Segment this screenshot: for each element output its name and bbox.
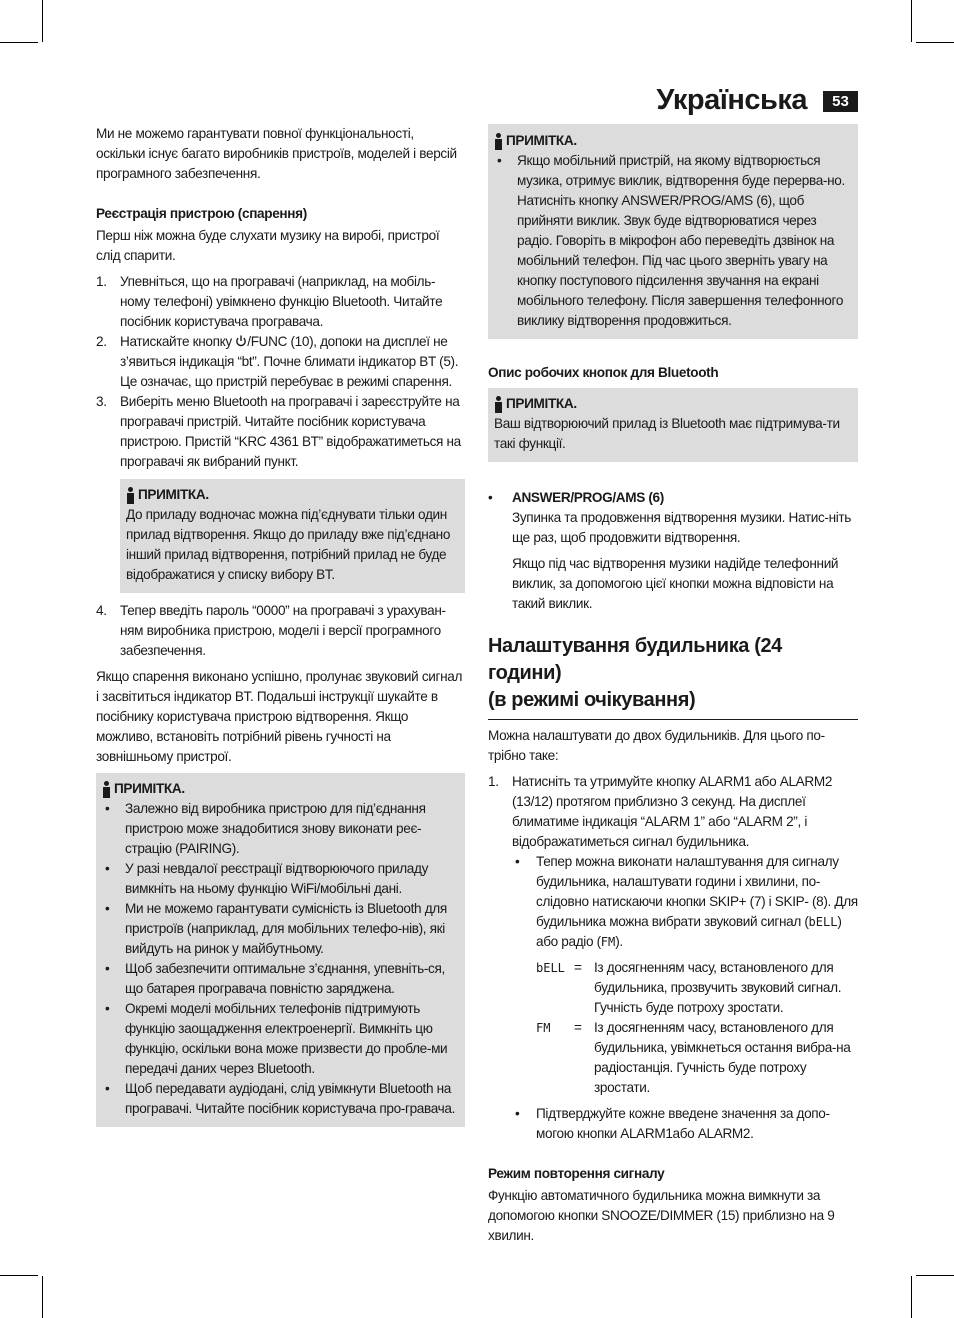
- def-equals: =: [574, 1020, 582, 1035]
- note-text: До приладу водночас можна під’єднувати тільки один прилад відтворення. Якщо до приладу вже під’єднано інший прилад відтворення, потрібний прилад не буде відображатися у списку вибору BT.: [126, 507, 451, 582]
- fm-display-symbol: FM: [600, 935, 616, 949]
- info-icon: [494, 133, 502, 150]
- list-item: • Щоб забезпечити оптимальне з’єднання, упевніть-ся, що батарея програвача повністю заряджена.: [105, 961, 445, 996]
- def-equals: =: [574, 960, 582, 975]
- intro-paragraph: Ми не можемо гарантувати повної функціональності, оскільки існує багато виробників пристроїв, моделей і версій програмного забезпечення.: [96, 126, 457, 181]
- note-box: [96, 773, 465, 1127]
- bullet-text: Щоб передавати аудіодані, слід увімкнути Bluetooth на програвачі. Читайте посібник користувача про-гравача.: [125, 1081, 456, 1116]
- list-item: [488, 772, 858, 1144]
- power-icon: [235, 335, 247, 347]
- list-item: • Підтверджуйте кожне введене значення за допо-могою кнопки ALARM1або ALARM2.: [515, 1106, 830, 1141]
- list-item: • Залежно від виробника пристрою для під’єднання пристрою може знадобитися знову виконати реє-страцію (PAIRING).: [105, 801, 426, 856]
- bullet: •: [488, 490, 493, 505]
- step-text: Упевніться, що на програвачі (наприклад, на мобіль-ному телефоні) увімкнено функцію Bluetooth. Читайте посібник користувача програвача.: [120, 274, 443, 329]
- answer-description: Зупинка та продовження відтворення музики. Натис-ніть ще раз, щоб продовжити відтворення.: [512, 510, 852, 545]
- sub-text: Тепер можна виконати налаштування для сигналу будильника, налаштувати години і хвилини, по-слідовно натискаючи кнопки SKIP+ (7) і SKIP- (8). Для будильника можна вибрати звуковий сигнал (: [536, 854, 858, 929]
- list-item: [96, 272, 465, 332]
- list-item: [96, 601, 465, 661]
- sub-text: ).: [615, 934, 623, 949]
- button-label: ANSWER/PROG/AMS (6): [512, 490, 664, 505]
- note-header: [494, 394, 852, 414]
- def-term: FM: [536, 1021, 551, 1035]
- bullet-text: Залежно від виробника пристрою для під’єднання пристрою може знадобитися знову виконати реє-страцію (PAIRING).: [125, 801, 426, 856]
- bullet-text: Ми не можемо гарантувати сумісність із Bluetooth для пристроїв (наприклад, для мобільних телефо-нів), які вийдуть на ринок у майбутньому.: [125, 901, 447, 956]
- bullet-text: Якщо мобільний пристрій, на якому відтворюється музика, отримує виклик, відтворення буде перерва-но. Натисніть кнопку ANSWER/PROG/AMS (6), щоб прийняти виклик. Звук буде відтворюватися через радіо. Говоріть в мікрофон або переведіть дзвінок на мобільний телефон. Під час цього зверніть увагу на кнопку поступового підсилення звучання на екрані мобільного телефону. Після завершення телефонного виклику відтворення продовжиться.: [517, 153, 845, 328]
- info-icon: [126, 487, 134, 504]
- step-text: Тепер введіть пароль “0000” на програвачі з урахуван-ням виробника пристрою, моделі і версії програмного забезпечення.: [120, 603, 446, 658]
- left-column: [96, 124, 465, 1127]
- note-text: Ваш відтворюючий прилад із Bluetooth має підтримува-ти такі функції.: [494, 416, 840, 451]
- sub-text: Підтверджуйте кожне введене значення за допо-могою кнопки ALARM1або ALARM2.: [536, 1106, 830, 1141]
- step-number: 1.: [96, 274, 107, 289]
- alarm-heading-line: Налаштування будильника (24 години): [488, 635, 782, 684]
- note-box: [488, 124, 858, 339]
- note-wrapper: [96, 479, 465, 593]
- crop-mark: [42, 1276, 43, 1318]
- info-icon: [494, 396, 502, 413]
- right-column: [488, 124, 858, 1246]
- def-term: bELL: [536, 961, 565, 975]
- note-header: [494, 131, 852, 151]
- crop-mark: [916, 42, 954, 43]
- note-label: ПРИМІТКА.: [114, 781, 185, 796]
- step-number: 1.: [488, 774, 499, 789]
- crop-mark: [42, 0, 43, 42]
- list-item: • Окремі моделі мобільних телефонів підтримують функцію заощадження електроенергії. Вимкніть цю функцію, оскільки вона може призвести до пробле-ми передачі даних через Bluetooth.: [105, 1001, 448, 1076]
- definition-list: [512, 958, 858, 1098]
- def-desc: Із досягненням часу, встановленого для будильника, увімкнеться остання вибра-на радіостанція. Гучність буде потроху зростати.: [594, 1020, 851, 1095]
- alarm-heading-line: (в режимі очікування): [488, 689, 696, 711]
- bullet-text: Щоб забезпечити оптимальне з’єднання, упевніть-ся, що батарея програвача повністю заряджена.: [125, 961, 445, 996]
- crop-mark: [0, 42, 38, 43]
- note-header: [102, 779, 459, 799]
- note-box: [120, 479, 465, 593]
- bullet-text: Окремі моделі мобільних телефонів підтримують функцію заощадження електроенергії. Вимкніть цю функцію, оскільки вона може призвести до пробле-ми передачі даних через Bluetooth.: [125, 1001, 448, 1076]
- list-item: • Тепер можна виконати налаштування для сигналу будильника, налаштувати години і хвилини, по-слідовно натискаючи кнопки SKIP+ (7) і SKIP- (8). Для будильника можна вибрати звуковий сигнал (bELL) або радіо (FM).: [515, 854, 858, 949]
- pairing-heading: Реєстрація пристрою (спарення): [96, 206, 307, 221]
- alarm-intro: Можна налаштувати до двох будильників. Для цього по-трібно таке:: [488, 728, 825, 763]
- note-label: ПРИМІТКА.: [506, 396, 577, 411]
- crop-mark: [916, 1275, 954, 1276]
- crop-mark: [911, 0, 912, 42]
- heading-rule: [488, 719, 858, 720]
- repeat-heading: Режим повторення сигналу: [488, 1166, 665, 1181]
- alarm-heading: [488, 633, 858, 714]
- info-icon: [102, 781, 110, 798]
- definition-row: [536, 958, 858, 1018]
- repeat-text: Функцію автоматичного будильника можна вимкнути за допомогою кнопки SNOOZE/DIMMER (15) приблизно на 9 хвилин.: [488, 1188, 835, 1243]
- crop-mark: [911, 1276, 912, 1318]
- list-item: [488, 488, 858, 614]
- note-label: ПРИМІТКА.: [138, 487, 209, 502]
- pairing-intro: Перш ніж можна буде слухати музику на виробі, пристрої слід спарити.: [96, 228, 440, 263]
- list-item: [96, 392, 465, 472]
- list-item: • Якщо мобільний пристрій, на якому відтворюється музика, отримує виклик, відтворення буде перерва-но. Натисніть кнопку ANSWER/PROG/AMS (6), щоб прийняти виклик. Звук буде відтворюватися через радіо. Говоріть в мікрофон або переведіть дзвінок на мобільний телефон. Під час цього зверніть увагу на кнопку поступового підсилення звучання на екрані мобільного телефону. Після завершення телефонного виклику відтворення продовжиться.: [497, 153, 845, 328]
- bell-display-symbol: bELL: [808, 915, 838, 929]
- list-item: [96, 332, 465, 392]
- list-item: • У разі невдалої реєстрації відтворюючого приладу вимкніть на ньому функцію WiFi/мобільні дані.: [105, 861, 429, 896]
- step-text: Натисніть та утримуйте кнопку ALARM1 або ALARM2 (13/12) протягом приблизно 3 секунд. На дисплеї блиматиме індикація “ALARM 1” або “ALARM 2”, і відображатиметься сигнал будильника.: [512, 774, 833, 849]
- answer-description: Якщо під час відтворення музики надійде телефонний виклик, за допомогою цієї кнопки можна відповісти на такий виклик.: [512, 556, 839, 611]
- step-number: 2.: [96, 334, 107, 349]
- page-number: 53: [823, 91, 858, 112]
- list-item: • Щоб передавати аудіодані, слід увімкнути Bluetooth на програвачі. Читайте посібник користувача про-гравача.: [105, 1081, 456, 1116]
- sub-text: ) або радіо (: [536, 914, 842, 949]
- language-title: Українська: [656, 84, 807, 116]
- list-item: • Ми не можемо гарантувати сумісність із Bluetooth для пристроїв (наприклад, для мобільних телефо-нів), які вийдуть на ринок у майбутньому.: [105, 901, 447, 956]
- crop-mark: [0, 1275, 38, 1276]
- step-number: 4.: [96, 603, 107, 618]
- note-header: [126, 485, 459, 505]
- step-text: Натискайте кнопку: [120, 334, 236, 349]
- step-number: 3.: [96, 394, 107, 409]
- step-text: Виберіть меню Bluetooth на програвачі і зареєструйте на програвачі пристрій. Читайте посібник користувача пристрою. Пристій “KRC 4361 BT” відображатиметься на програвачі як вибраний пункт.: [120, 394, 461, 469]
- step-text: /FUNC (10), допоки на дисплеї не з’явиться індикація “bt”. Почне блимати індикатор BT (5). Це означає, що пристрій перебуває в режимі спарення.: [120, 334, 459, 389]
- note-label: ПРИМІТКА.: [506, 133, 577, 148]
- def-desc: Із досягненням часу, встановленого для будильника, прозвучить звуковий сигнал. Гучність буде потроху зростати.: [594, 960, 842, 1015]
- success-paragraph: Якщо спарення виконано успішно, пролунає звуковий сигнал і засвітиться індикатор BT. Подальші інструкції шукайте в посібнику користувача пристрою відтворення. Якщо можливо, встановіть потрібний рівень гучності на зовнішньому пристрої.: [96, 669, 463, 764]
- buttons-heading: Опис робочих кнопок для Bluetooth: [488, 365, 719, 380]
- bullet-text: У разі невдалої реєстрації відтворюючого приладу вимкніть на ньому функцію WiFi/мобільні дані.: [125, 861, 429, 896]
- note-box: [488, 388, 858, 462]
- definition-row: [536, 1018, 858, 1098]
